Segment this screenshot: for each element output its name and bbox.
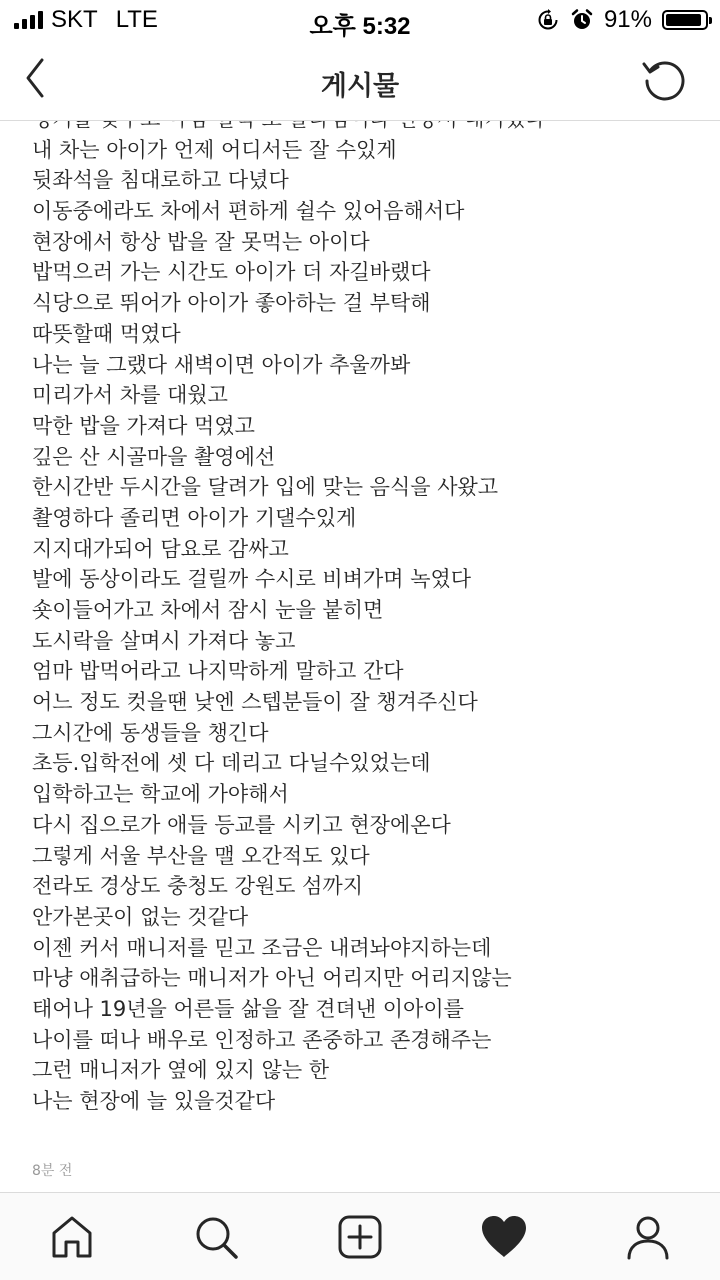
post-line: 나는 현장에 늘 있을것같다 bbox=[32, 1089, 276, 1113]
post-line: 다시 집으로가 애들 등교를 시키고 현장에온다 bbox=[32, 812, 451, 837]
post-line: 촬영하다 졸리면 아이가 기댈수있게 bbox=[32, 505, 357, 530]
post-line: 안가본곳이 없는 것같다 bbox=[32, 904, 249, 929]
nav-add-post-button[interactable] bbox=[330, 1207, 390, 1267]
post-line: 따뜻할때 먹였다 bbox=[32, 321, 181, 346]
profile-icon bbox=[624, 1213, 672, 1261]
refresh-icon bbox=[640, 54, 690, 104]
post-timestamp: 8분 전 bbox=[32, 1163, 73, 1179]
battery-level bbox=[666, 14, 701, 26]
header bbox=[0, 40, 720, 121]
post-line: 나이를 떠나 배우로 인정하고 존중하고 존경해주는 bbox=[32, 1027, 492, 1052]
post-line: 미리가서 차를 대웠고 bbox=[32, 383, 228, 408]
post-line: 이동중에라도 차에서 편하게 쉴수 있어음해서다 bbox=[32, 199, 465, 224]
post-line: 전라도 경상도 충청도 강원도 섬까지 bbox=[32, 874, 363, 899]
post-line: 숏이들어가고 차에서 잠시 눈을 붙히면 bbox=[32, 598, 384, 622]
search-icon bbox=[192, 1213, 240, 1261]
refresh-button[interactable] bbox=[640, 54, 690, 104]
nav-profile-button[interactable] bbox=[618, 1207, 678, 1267]
post-line: 밥먹으러 가는 시간도 아이가 더 자길바랬다 bbox=[32, 260, 431, 285]
battery-percent: 91% bbox=[603, 6, 652, 33]
nav-home-button[interactable] bbox=[42, 1207, 102, 1267]
nav-search-button[interactable] bbox=[186, 1207, 246, 1267]
post-line: 마냥 애취급하는 매니저가 아닌 어리지만 어리지않는 bbox=[32, 966, 512, 991]
carrier-label: SKT bbox=[51, 6, 98, 33]
bottom-nav bbox=[0, 1192, 720, 1280]
post-line: 막한 밥을 가져다 먹였고 bbox=[32, 413, 255, 438]
post-line: 지지대가되어 담요로 감싸고 bbox=[32, 536, 289, 561]
home-icon bbox=[48, 1213, 96, 1261]
orientation-lock-icon bbox=[536, 8, 560, 32]
post-text bbox=[32, 104, 710, 1117]
post-line: 내 차는 아이가 언제 어디서든 잘 수있게 bbox=[32, 137, 397, 162]
post-line: 그렇게 서울 부산을 맬 오간적도 있다 bbox=[32, 843, 370, 868]
post-line: 태어나 19년을 어른들 삶을 잘 견뎌낸 이아이를 bbox=[32, 996, 464, 1021]
alarm-icon bbox=[570, 8, 594, 32]
post-line: 그시간에 동생들을 챙긴다 bbox=[32, 720, 269, 745]
status-bar bbox=[0, 0, 720, 40]
post-line: 나는 늘 그랬다 새벽이면 아이가 추울까봐 bbox=[32, 352, 411, 377]
page-title: 게시물 bbox=[320, 71, 400, 102]
post-line: 엄마 밥먹어라고 나지막하게 말하고 간다 bbox=[32, 659, 404, 684]
post-content[interactable] bbox=[0, 104, 720, 1192]
post-line: 그런 매니저가 옆에 있지 않는 한 bbox=[32, 1058, 330, 1083]
add-post-icon bbox=[336, 1213, 384, 1261]
status-right bbox=[536, 6, 708, 34]
network-label: LTE bbox=[115, 6, 158, 33]
post-line: 도시락을 살며시 가져다 놓고 bbox=[32, 628, 296, 653]
post-line: 발에 동상이라도 걸릴까 수시로 비벼가며 녹였다 bbox=[32, 567, 472, 592]
post-line: 깊은 산 시골마을 촬영에선 bbox=[32, 444, 276, 469]
post-line: 어느 정도 컷을땐 낮엔 스텝분들이 잘 챙겨주신다 bbox=[32, 690, 478, 715]
post-line: 현장에서 항상 밥을 잘 못먹는 아이다 bbox=[32, 229, 370, 254]
post-line: 입학하고는 학교에 가야해서 bbox=[32, 782, 289, 807]
battery-icon bbox=[662, 10, 708, 30]
nav-activity-button[interactable] bbox=[474, 1207, 534, 1267]
status-time: 오후 5:32 bbox=[309, 13, 411, 40]
post-line: 초등.입학전에 셋 다 데리고 다닐수있었는데 bbox=[32, 751, 431, 776]
post-line: 이젠 커서 매니저를 믿고 조금은 내려놔야지하는데 bbox=[32, 935, 492, 960]
post-line: 뒷좌석을 침대로하고 다녔다 bbox=[32, 168, 289, 193]
post-line: 한시간반 두시간을 달려가 입에 맞는 음식을 사왔고 bbox=[32, 475, 499, 500]
post-line: 식당으로 뛰어가 아이가 좋아하는 걸 부탁해 bbox=[32, 291, 431, 316]
heart-icon bbox=[479, 1213, 529, 1261]
